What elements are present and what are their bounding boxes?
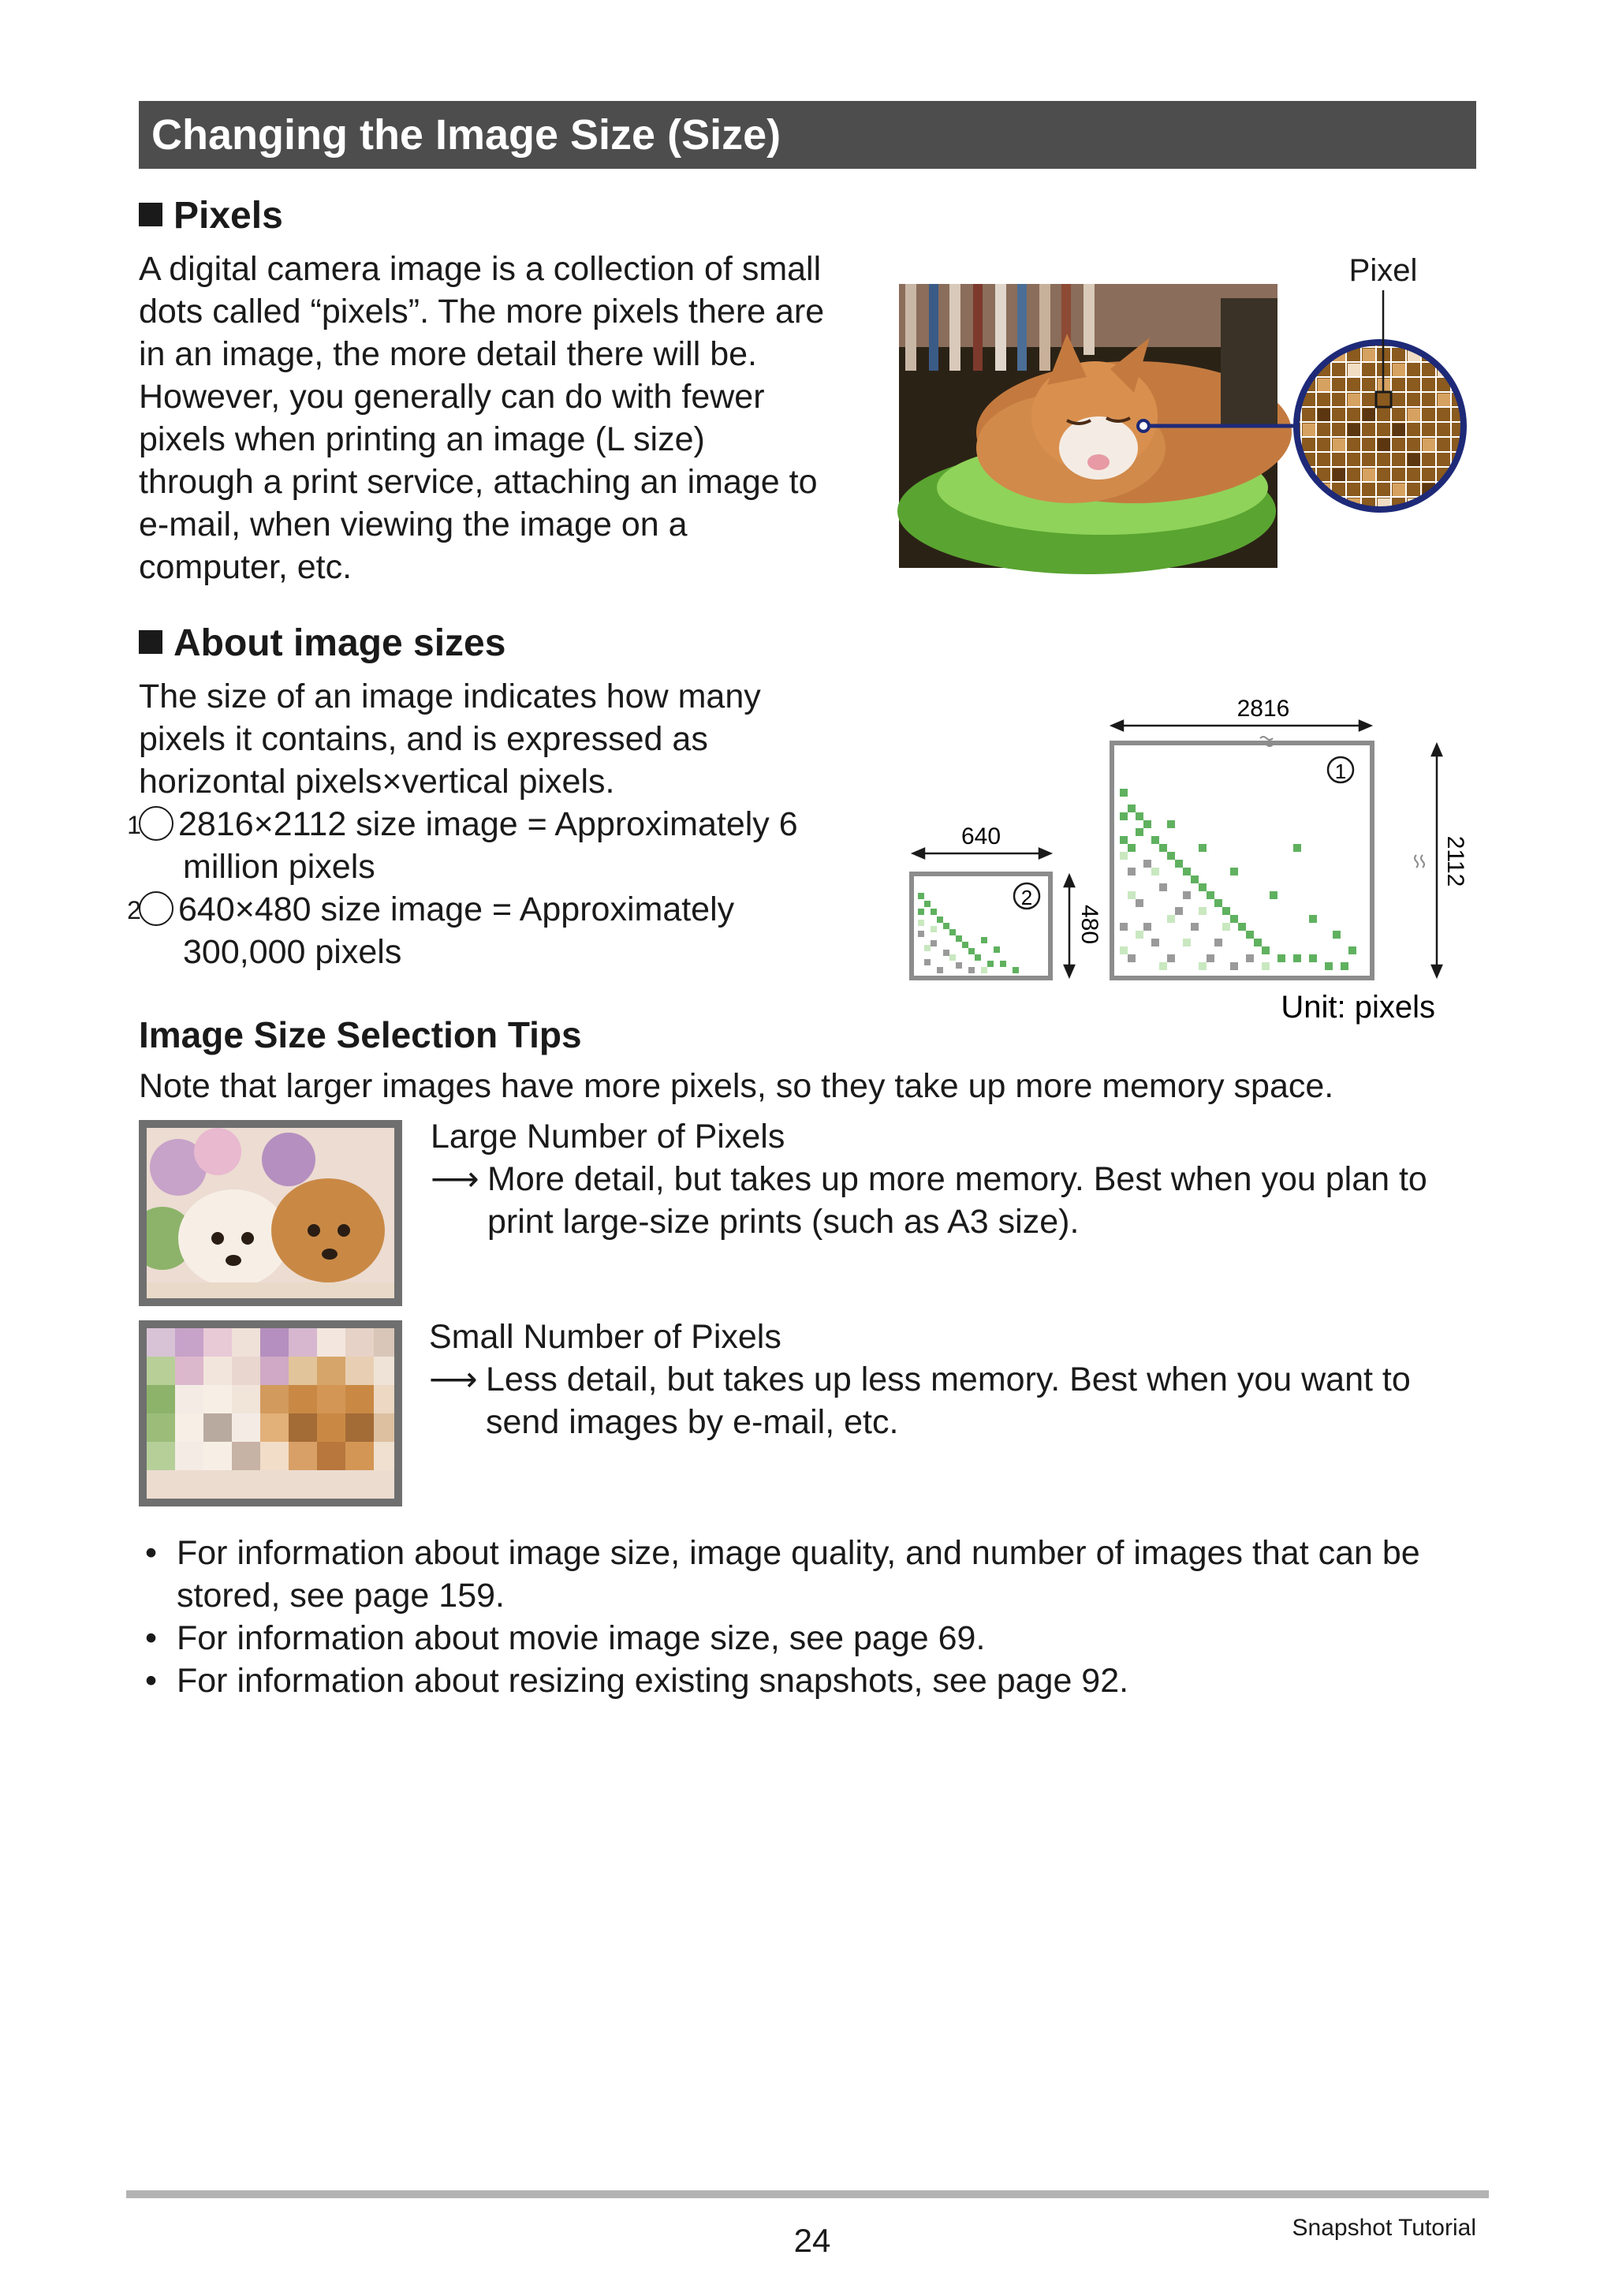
notes-list — [139, 1532, 1479, 1702]
note-item: • For information about movie image size, see page 69. — [139, 1617, 1479, 1659]
small-pixels-photo — [139, 1320, 402, 1506]
right-arrow-icon: ⟶ — [431, 1160, 479, 1198]
large-height-label: 2112 — [1442, 835, 1468, 887]
page-title: Changing the Image Size (Size) — [139, 101, 1476, 169]
size-comparison-diagram — [899, 686, 1498, 1033]
about-paragraph: The size of an image indicates how many pixels it contains, and is expressed as horizontal pixels×vertical pixels. 1 2816×2112 size image = Approximately 6 million pixels 2 640×480 size image = Approximately 300,000 pixels — [139, 675, 864, 973]
large-pixels-photo — [139, 1120, 402, 1306]
tips-intro: Note that larger images have more pixels, so they take up more memory space. — [139, 1067, 1334, 1105]
small-pixels-title: Small Number of Pixels — [429, 1318, 781, 1356]
cat-pixel-figure — [897, 251, 1473, 574]
note-item: • For information about image size, image quality, and number of images that can be stored, see page 159. — [139, 1532, 1479, 1617]
footer-rule — [126, 2190, 1489, 2198]
pixels-heading: Pixels — [139, 194, 283, 238]
unit-label: Unit: pixels — [1281, 990, 1435, 1025]
small-height-label: 480 — [1076, 904, 1102, 945]
large-width-label: 2816 — [1236, 696, 1290, 722]
footer-section-label: Snapshot Tutorial — [1292, 2215, 1476, 2241]
size-item-1: 1 2816×2112 size image = Approximately 6 million pixels — [127, 805, 798, 886]
tips-heading: Image Size Selection Tips — [139, 1014, 582, 1055]
large-pixels-desc: More detail, but takes up more memory. Best when you plan to print large-size prints (such as A3 size). — [487, 1160, 1427, 1241]
size-item-2: 2 640×480 size image = Approximately 300,000 pixels — [127, 890, 735, 971]
large-pixels-block — [431, 1115, 1479, 1243]
small-pixels-block — [429, 1316, 1479, 1443]
large-number-label: 1 — [1334, 760, 1347, 783]
small-number-label: 2 — [1020, 886, 1033, 909]
right-arrow-icon: ⟶ — [429, 1361, 478, 1398]
cat-photo — [897, 284, 1292, 574]
dogs-photo-pixelated — [147, 1328, 394, 1499]
pixel-label: Pixel — [1348, 253, 1418, 288]
note-item: • For information about resizing existing snapshots, see page 92. — [139, 1659, 1479, 1702]
about-heading: About image sizes — [139, 622, 505, 666]
dogs-photo-sharp — [147, 1128, 394, 1298]
pointer-dot — [1138, 420, 1149, 431]
square-bullet-icon — [139, 630, 162, 654]
small-width-label: 640 — [960, 823, 1001, 849]
large-pixels-title: Large Number of Pixels — [431, 1118, 785, 1155]
page-number: 24 — [793, 2222, 831, 2259]
pixels-paragraph: A digital camera image is a collection of small dots called “pixels”. The more pixels there are in an image, the more detail there will be. However, you generally can do with fewer pixels when printing an image (L size) through a print service, attaching an image to e-mail, when viewing the image on a computer, etc. — [139, 250, 825, 586]
small-pixels-desc: Less detail, but takes up less memory. Best when you want to send images by e-mail, etc. — [486, 1361, 1411, 1441]
square-bullet-icon — [139, 203, 162, 226]
